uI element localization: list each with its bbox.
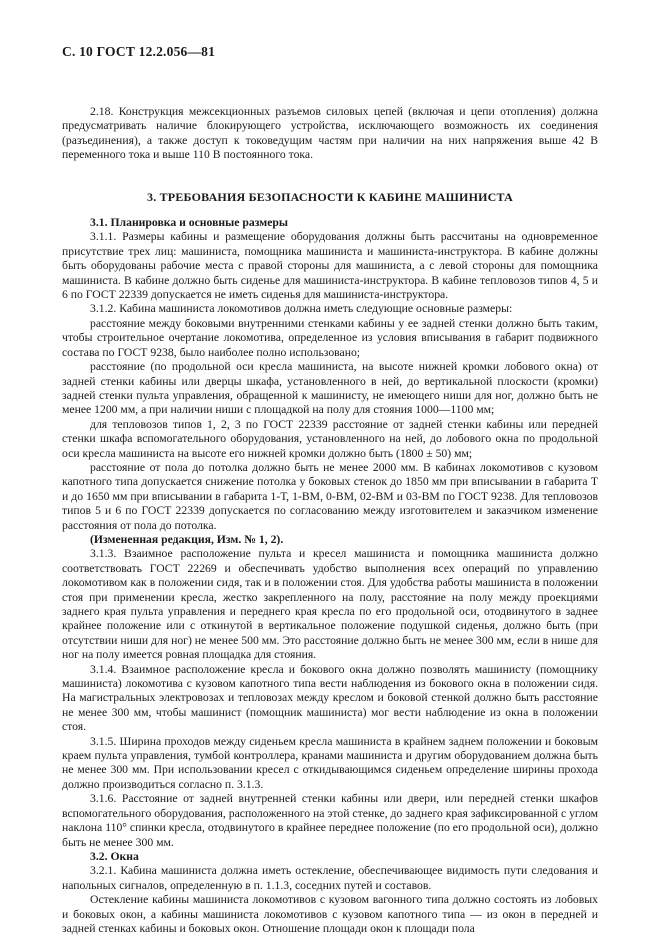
paragraph-3-2-1: 3.2.1. Кабина машиниста должна иметь остекление, обеспечивающее видимость пути следования и напольных сигналов, определенную в п. 1.1.3, соседних путей и составов. — [62, 864, 598, 892]
document-body — [62, 105, 598, 936]
paragraph-3-1-1: 3.1.1. Размеры кабины и размещение оборудования должны быть рассчитаны на одновременное присутствие трех лиц: машиниста, помощника машиниста и машиниста-инструктора. В кабине должны быть оборудованы рабочие места с правой стороны для машиниста, а с левой стороны для помощника машиниста. В кабине должно быть сиденье для машиниста-инструктора. В кабине тепловозов типов 4, 5 и 6 по ГОСТ 22339 допускается не иметь сиденья для машиниста-инструктора. — [62, 230, 598, 302]
page-header: С. 10 ГОСТ 12.2.056—81 — [62, 44, 216, 59]
amendment-note: (Измененная редакция, Изм. № 1, 2). — [90, 532, 284, 546]
paragraph-3-1-2: 3.1.2. Кабина машиниста локомотивов должна иметь следующие основные размеры: — [90, 302, 513, 316]
paragraph-3-1-2-a: расстояние между боковыми внутренними стенками кабины у ее задней стенки должно быть таким, чтобы строительное очертание локомотива, определенное из условия вписывания в габарит подвижного состава по ГОСТ 9238, было наиболее полно использовано; — [62, 316, 598, 359]
paragraph-3-1-2-c: для тепловозов типов 1, 2, 3 по ГОСТ 22339 расстояние от задней стенки кабины или передней стенки шкафа вспомогательного оборудования, установленного на ней, до лобового окна по продольной оси кресла машиниста на высоте его нижней кромки должно быть (1800 ± 50) мм; — [62, 417, 598, 460]
paragraph-3-1-5: 3.1.5. Ширина проходов между сиденьем кресла машиниста в крайнем заднем положении и боковым краем пульта управления, тумбой контроллера, кранами машиниста и другим оборудованием должна быть не менее 300 мм. При использовании кресел с откидывающимся сиденьем определение ширины прохода должно производиться согласно п. 3.1.3. — [62, 734, 598, 791]
section-title: 3. ТРЕБОВАНИЯ БЕЗОПАСНОСТИ К КАБИНЕ МАШИНИСТА — [147, 189, 513, 204]
paragraph-3-1-4: 3.1.4. Взаимное расположение кресла и бокового окна должно позволять машинисту (помощнику машиниста) локомотива с кузовом капотного типа вести наблюдения из бокового окна в положении сидя. На магистральных электровозах и тепловозах между креслом и боковой стенкой должно быть расстояние не менее 300 мм, чтобы машинист (помощник машиниста) мог вести наблюдение из окна в положении стоя. — [62, 662, 598, 734]
paragraph-3-2-1-b: Остекление кабины машиниста локомотивов с кузовом вагонного типа должно состоять из лобовых и боковых окон, а кабины машиниста локомотивов с кузовом капотного типа — из окон в передней и задней стенках кабины и боковых окон. Отношение площади окон к площади пола — [62, 893, 598, 935]
paragraph-3-1-6: 3.1.6. Расстояние от задней внутренней стенки кабины или двери, или передней стенки шкафов вспомогательного оборудования, расположенного на этой стенке, до заднего края зафиксированной с углом наклона 110° спинки кресла, отодвинутого в крайнее переднее положение (по его продольной оси), должно быть не менее 300 мм. — [62, 792, 598, 849]
paragraph-3-1-2-b: расстояние (по продольной оси кресла машиниста, на высоте нижней кромки лобового окна) от задней стенки кабины или дверцы шкафа, установленного в ней, до вертикальной плоскости (кромки) задней стенки пульта управления, обращенной к машинисту, не имеющего ниши для ног, должно быть не менее 1200 мм, а при наличии ниши с площадкой на полу для стояния 1000—1100 мм; — [62, 360, 598, 417]
subsection-3-1-title: 3.1. Планировка и основные размеры — [90, 216, 289, 230]
paragraph-3-1-3: 3.1.3. Взаимное расположение пульта и кресел машиниста и помощника машиниста должно соответствовать ГОСТ 22269 и обеспечивать удобство выполнения всех операций по управлению локомотивом как в положении сидя, так и в положении стоя. Для удобства работы машиниста в положении стоя при применении кресла, жестко закрепленного на полу, расстояние на полу между проекциями заднего края пульта управления и переднего края кресла по его продольной оси, отодвинутого в заднее крайнее положение или с откинутой в вертикальное положение подушкой сиденья, должно быть (при отсутствии ниши для ног) не менее 500 мм. Это расстояние должно быть не менее 300 мм, если в нише для ног на полу имеется ровная площадка для стояния. — [62, 547, 598, 662]
paragraph-3-1-2-d: расстояние от пола до потолка должно быть не менее 2000 мм. В кабинах локомотивов с кузовом капотного типа допускается снижение потолка у боковых стенок до 1850 мм при вписывании в габарита Т и до 1650 мм при вписывании в габарита 1-Т, 1-ВМ, 0-ВМ, 02-ВМ и 03-ВМ по ГОСТ 9238. Для тепловозов типов 5 и 6 по ГОСТ 22339 допускается по согласованию между изготовителем и заказчиком изменение расстояния от пола до потолка. — [62, 460, 598, 532]
subsection-3-2-title: 3.2. Окна — [90, 849, 139, 863]
paragraph-2-18: 2.18. Конструкция межсекционных разъемов силовых цепей (включая и цепи отопления) должна предусматривать наличие блокирующего устройства, исключающего возможность их соединения (разъединения), а также доступ к токоведущим частям при наличии на них напряжения выше 42 В переменного тока и выше 110 В постоянного тока. — [62, 105, 598, 162]
